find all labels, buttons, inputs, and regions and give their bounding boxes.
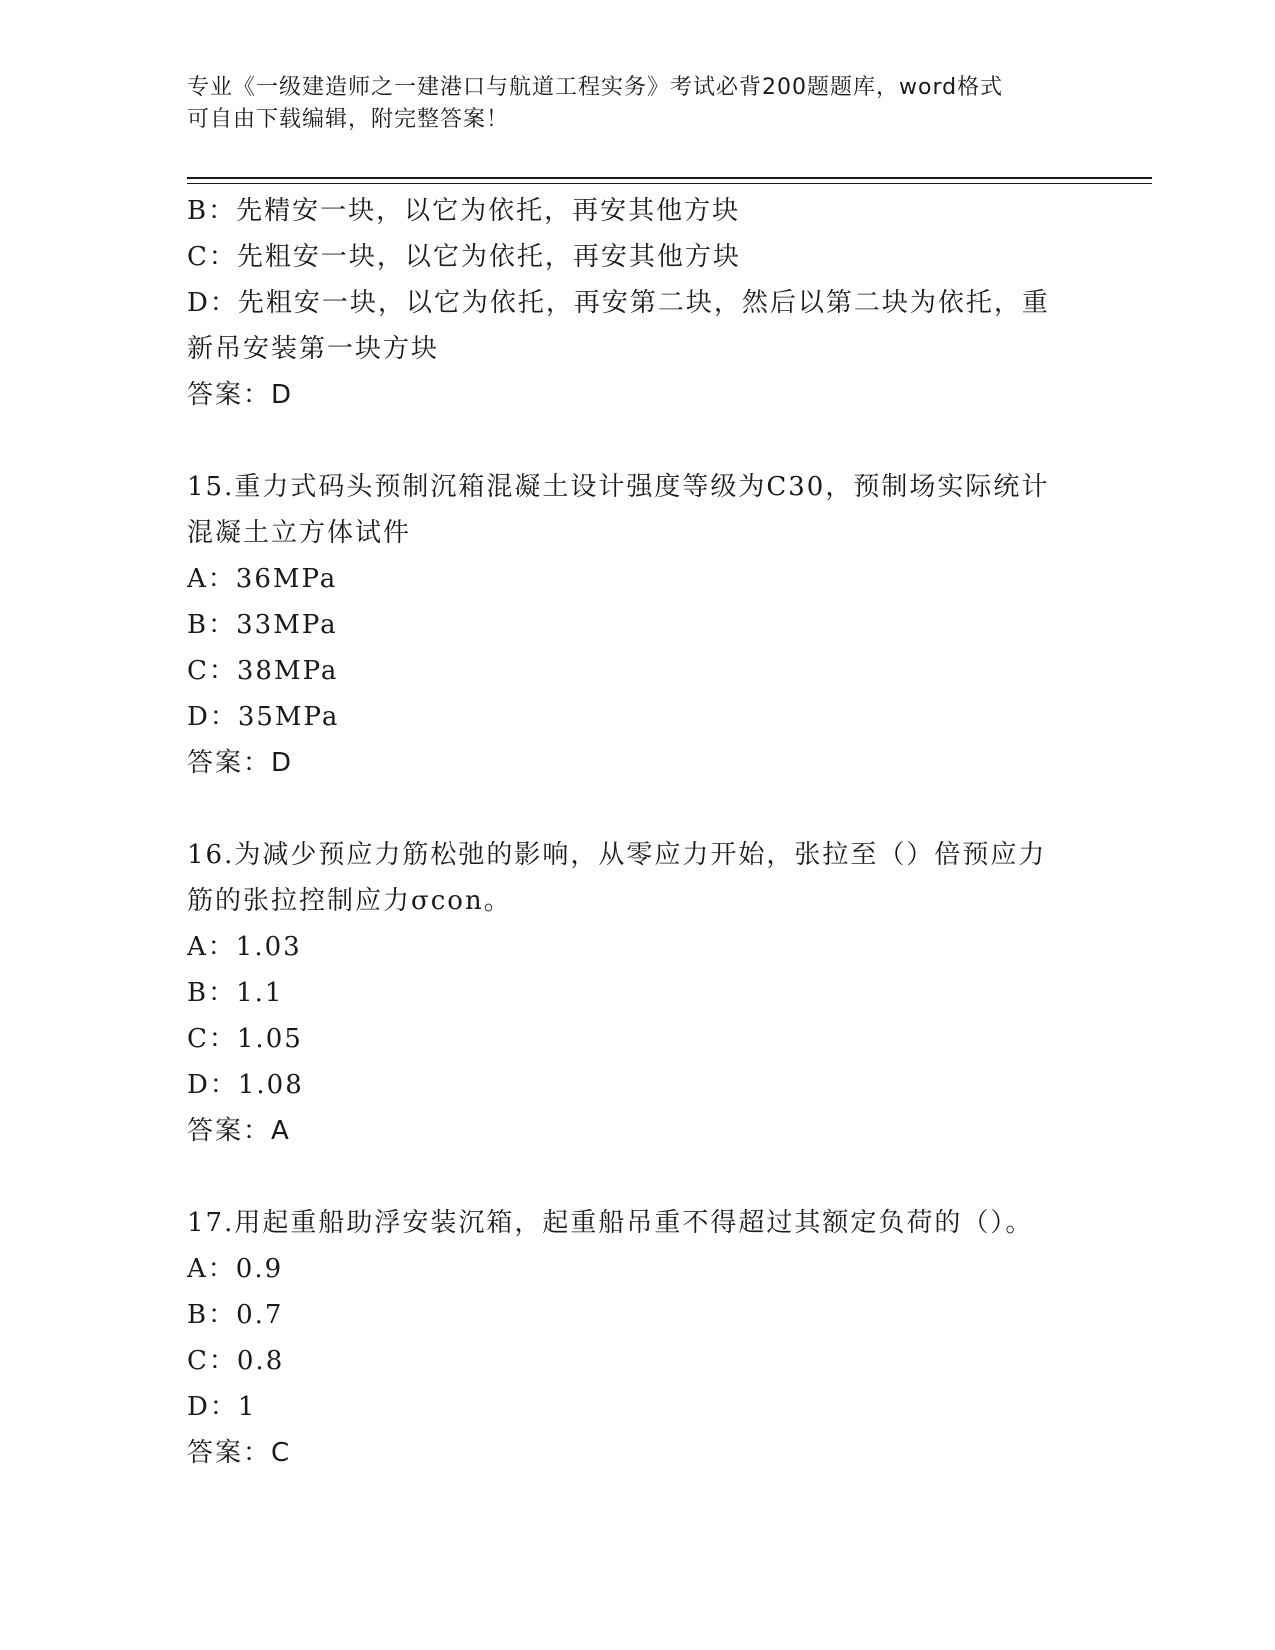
option-c: C：1.05 [187, 1024, 303, 1054]
header-title-line-2: 可自由下载编辑，附完整答案！ [187, 107, 510, 132]
answer: 答案：D [187, 748, 294, 778]
option-c: C：先粗安一块，以它为依托，再安其他方块 [187, 242, 741, 272]
question-15 [187, 464, 1087, 786]
question-spacer [187, 786, 1087, 832]
question-17 [187, 1200, 1087, 1476]
answer: 答案：D [187, 380, 294, 410]
question-list [187, 188, 1087, 1476]
question-spacer [187, 418, 1087, 464]
answer: 答案：A [187, 1116, 291, 1146]
header-rule-thin [187, 183, 1152, 184]
option-b: B：0.7 [187, 1300, 284, 1330]
question-stem: 15.重力式码头预制沉箱混凝土设计强度等级为C30，预制场实际统计 [187, 472, 1050, 502]
option-b: B：1.1 [187, 978, 284, 1008]
option-a: A：0.9 [187, 1254, 284, 1284]
question-stem-continued: 混凝土立方体试件 [187, 518, 412, 548]
question-stem: 17.用起重船助浮安装沉箱，起重船吊重不得超过其额定负荷的（）。 [187, 1208, 1034, 1238]
option-d: D：先粗安一块，以它为依托，再安第二块，然后以第二块为依托，重 [187, 288, 1050, 318]
question-14-continued [187, 188, 1087, 418]
option-d: D：35MPa [187, 702, 340, 732]
option-d-continued: 新吊安装第一块方块 [187, 334, 440, 364]
option-a: A：1.03 [187, 932, 302, 962]
answer: 答案：C [187, 1438, 292, 1468]
option-a: A：36MPa [187, 564, 338, 594]
question-stem-continued: 筋的张拉控制应力σcon。 [187, 886, 512, 916]
option-b: B：先精安一块，以它为依托，再安其他方块 [187, 196, 741, 226]
question-stem: 16.为减少预应力筋松弛的影响，从零应力开始，张拉至（）倍预应力 [187, 840, 1047, 870]
question-spacer [187, 1154, 1087, 1200]
header-title-line-1: 专业《一级建造师之一建港口与航道工程实务》考试必背200题题库，word格式 [187, 75, 1004, 100]
option-d: D：1.08 [187, 1070, 304, 1100]
question-16 [187, 832, 1087, 1154]
page-header [187, 72, 1087, 136]
option-c: C：0.8 [187, 1346, 285, 1376]
option-d: D：1 [187, 1392, 257, 1422]
option-b: B：33MPa [187, 610, 338, 640]
option-c: C：38MPa [187, 656, 339, 686]
header-rule-thick [187, 177, 1152, 179]
